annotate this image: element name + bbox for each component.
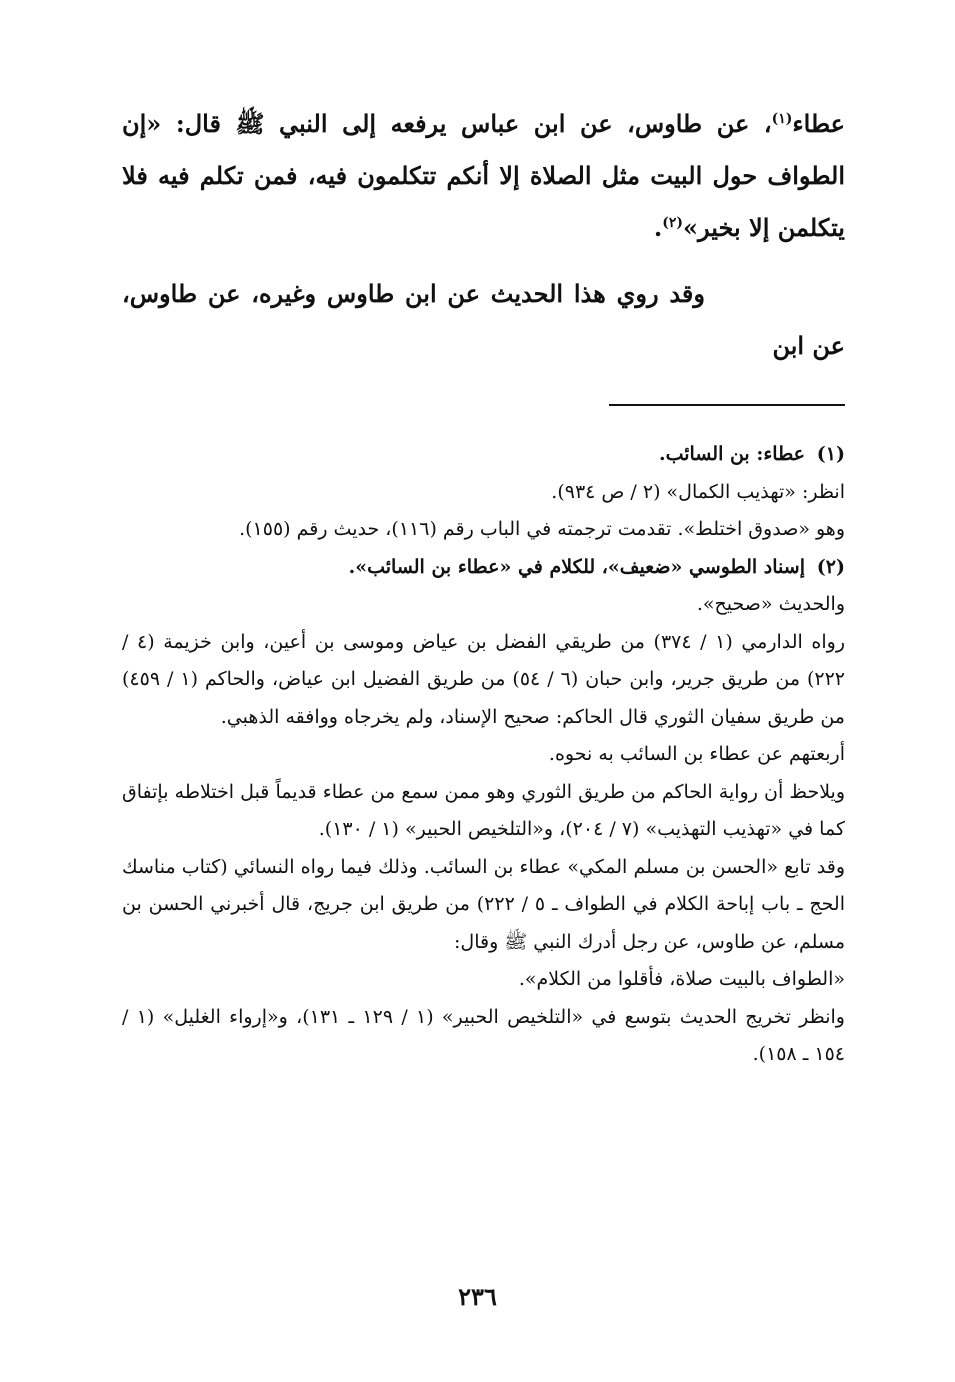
footnotes <box>122 436 845 1074</box>
footnote-1: (١)عطاء: بن السائب. <box>122 436 845 474</box>
footnote-line: والحديث «صحيح». <box>696 593 845 615</box>
footnote-line: انظر: «تهذيب الكمال» (٢ / ص ٩٣٤). <box>551 480 845 503</box>
main-text <box>122 98 845 372</box>
footnote-number: (٢) <box>816 555 845 578</box>
footnote-paragraph: رواه الدارمي (١ / ٣٧٤) من طريقي الفضل بن عياض وموسى بن أعين، وابن خزيمة (٤ / ٢٢٢) من طريق جرير، وابن حبان (٦ / ٥٤) من طريق الفضيل ابن عياض، والحاكم (١ / ٤٥٩) من طريق سفيان الثوري قال الحاكم: صحيح الإسناد، ولم يخرجاه ووافقه الذهبي. <box>122 630 846 728</box>
footnote-paragraph: ويلاحظ أن رواية الحاكم من طريق الثوري وهو ممن سمع من عطاء قديماً قبل اختلاطه بإتفاق كما في «تهذيب التهذيب» (٧ / ٢٠٤)، و«التلخيص الحبير» (١ / ١٣٠). <box>122 780 845 840</box>
footnote-2: (٢)إسناد الطوسي «ضعيف»، للكلام في «عطاء بن السائب». <box>122 549 845 587</box>
footnote-line: وهو «صدوق اختلط». تقدمت ترجمته في الباب رقم (١١٦)، حديث رقم (١٥٥). <box>239 518 845 540</box>
footnote-paragraph: وانظر تخريج الحديث بتوسع في «التلخيص الحبير» (١ / ١٢٩ ـ ١٣١)، و«إرواء الغليل» (١ / ١٥٤ ـ ١٥٨). <box>122 1005 845 1065</box>
footnote-line: «الطواف بالبيت صلاة، فأقلوا من الكلام». <box>518 968 845 990</box>
main-paragraph-1: عطاء$^{(١)}$، عن طاوس، عن ابن عباس يرفعه إلى النبي ﷺ قال: «إن الطواف حول البيت مثل الصلاة إلا أنكم تتكلمون فيه، فمن تكلم فيه فلا يتكلمن إلا بخير»$^{(٢)}$. <box>122 109 845 242</box>
footnote-ref-1: (١) <box>771 111 793 127</box>
main-paragraph-2: وقد روي هذا الحديث عن ابن طاوس وغيره، عن طاوس، عن ابن <box>122 279 845 360</box>
footnote-line: أربعتهم عن عطاء بن السائب به نحوه. <box>548 743 845 765</box>
footnote-separator <box>609 404 845 406</box>
footnote-ref-2: (٢) <box>662 215 683 231</box>
footnote-number: (١) <box>816 443 845 465</box>
page-number: ٢٣٦ <box>458 1282 497 1311</box>
footnote-paragraph: وقد تابع «الحسن بن مسلم المكي» عطاء بن السائب. وذلك فيما رواه النسائي (كتاب مناسك الحج ـ باب إباحة الكلام في الطواف ـ ٥ / ٢٢٢) من طريق ابن جريج، قال أخبرني الحسن بن مسلم، عن طاوس، عن رجل أدرك النبي ﷺ وقال: <box>122 855 846 953</box>
